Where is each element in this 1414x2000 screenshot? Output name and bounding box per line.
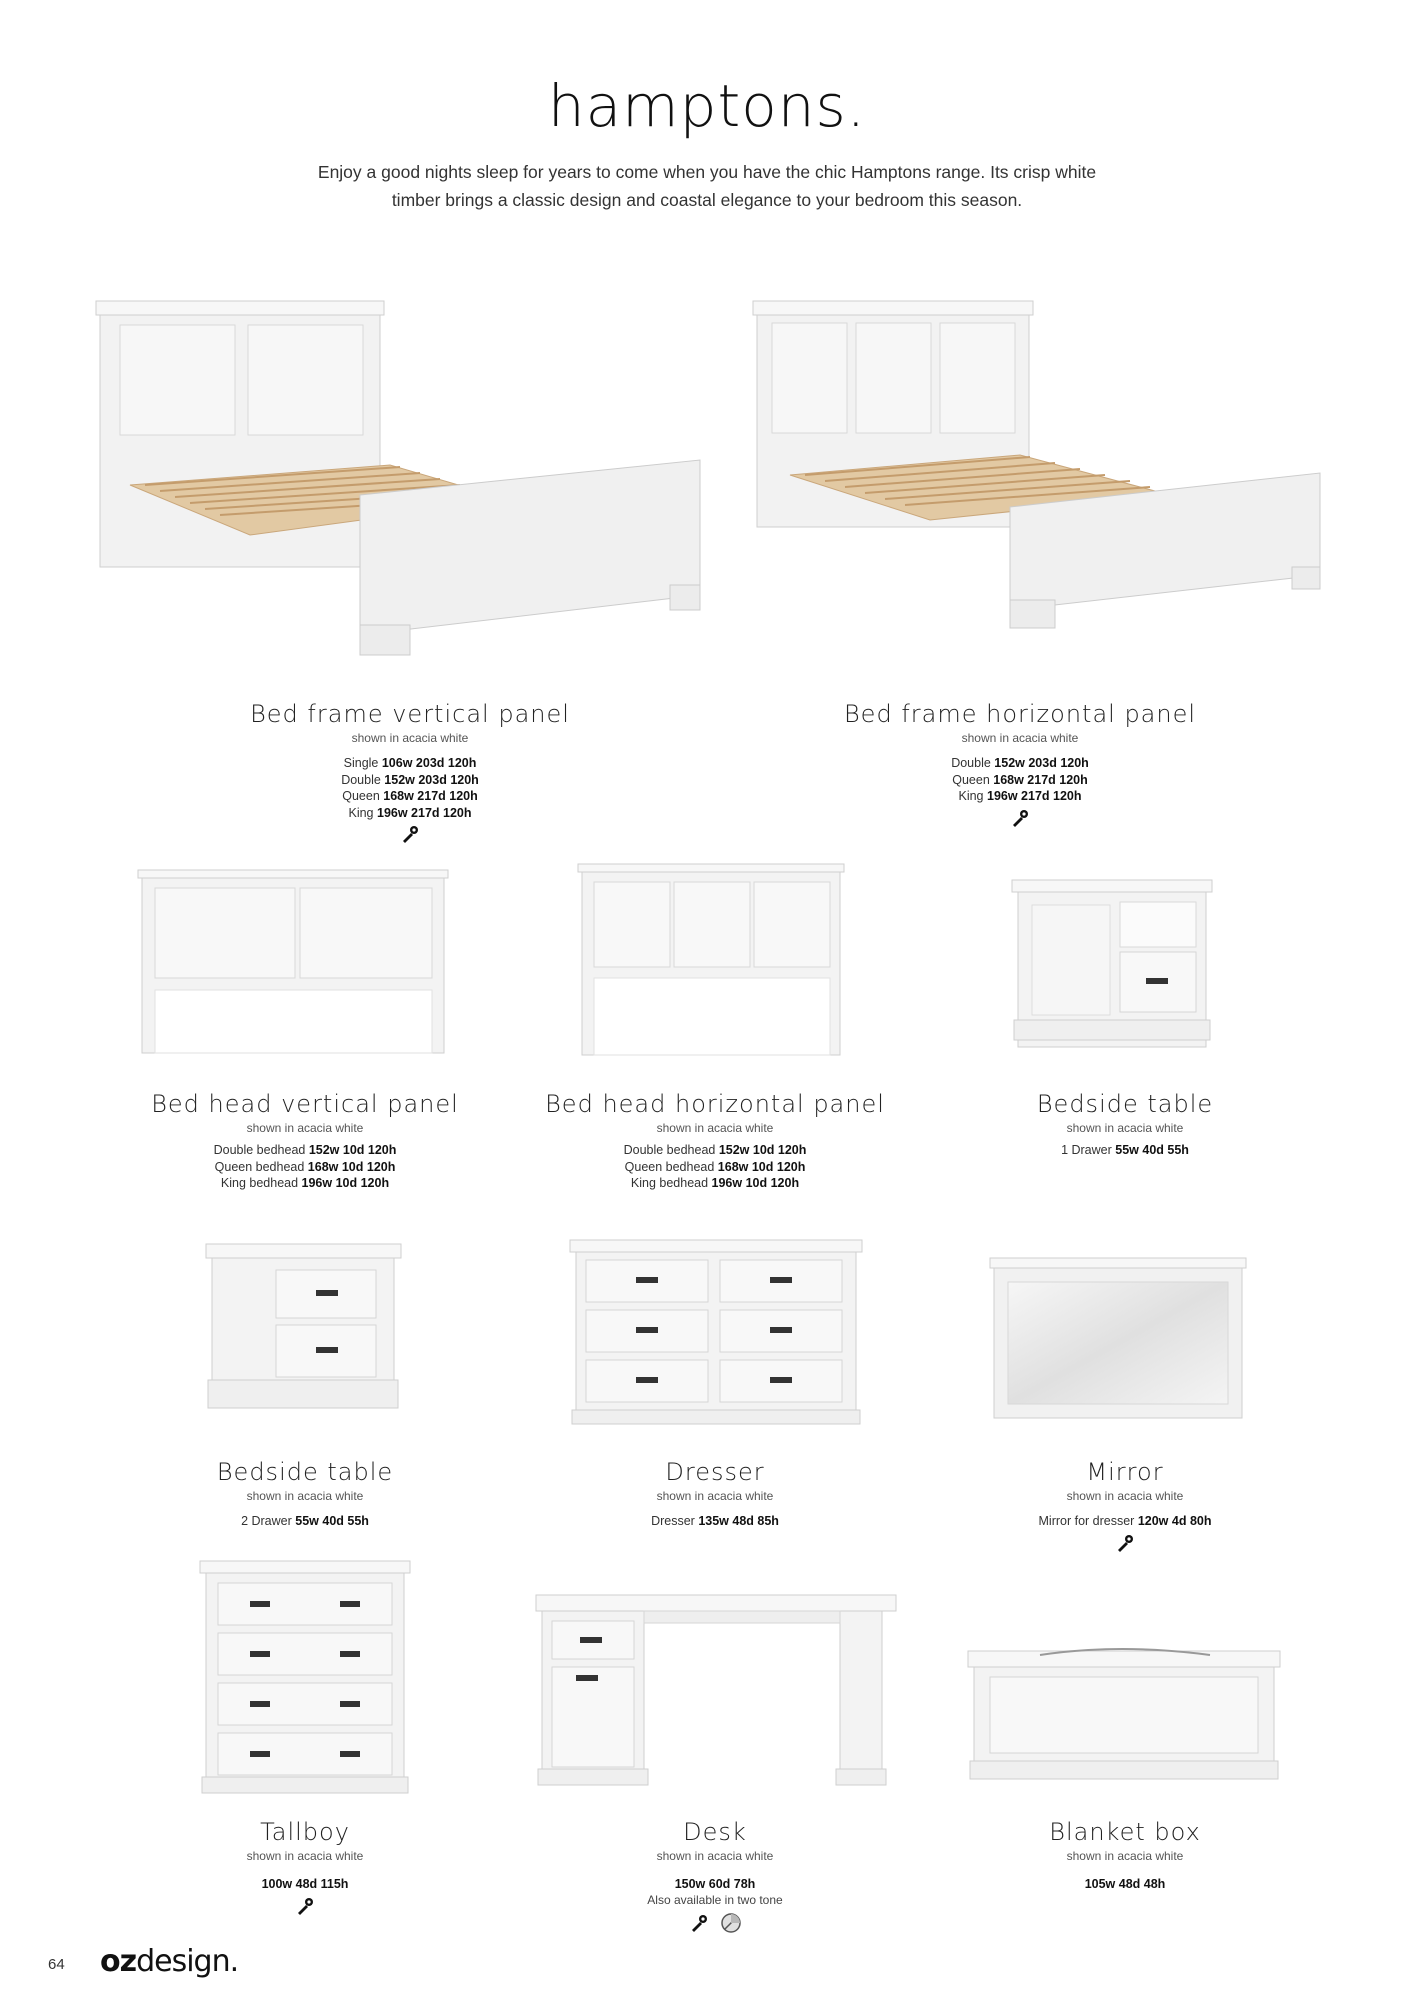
- product-finish: shown in acacia white: [1066, 1489, 1184, 1503]
- product-finish: shown in acacia white: [246, 1489, 364, 1503]
- product-bed-head-horizontal: [510, 860, 920, 1200]
- product-name: Blanket box: [1049, 1818, 1201, 1846]
- bed-frame-horizontal-image: [700, 295, 1340, 695]
- assembly-icon: [399, 823, 421, 845]
- product-finish: shown in acacia white: [961, 731, 1079, 745]
- assembly-icon: [1114, 1532, 1136, 1554]
- assembly-icon: [1009, 807, 1031, 829]
- product-bedside-table-2-drawer: [100, 1230, 510, 1530]
- brand-logo: ozdesign.: [100, 1944, 239, 1979]
- product-finish: shown in acacia white: [246, 1121, 364, 1135]
- bed-head-horizontal-image: [510, 860, 920, 1060]
- desk-image: [510, 1555, 920, 1805]
- bed-head-vertical-image: [100, 860, 510, 1060]
- assembly-icon: [688, 1912, 710, 1934]
- two-tone-icon: [720, 1912, 742, 1934]
- product-desk: [510, 1555, 920, 1945]
- product-sizes: Dresser 135w 48d 85h: [651, 1514, 779, 1528]
- dresser-image: [510, 1230, 920, 1440]
- product-sizes: Double bedhead 152w 10d 120h Queen bedhead 168w 10d 120h King bedhead 196w 10d 120h: [213, 1143, 397, 1190]
- product-sizes: 1 Drawer 55w 40d 55h: [1061, 1143, 1189, 1157]
- product-tallboy: [100, 1555, 510, 1925]
- product-finish: shown in acacia white: [246, 1849, 364, 1863]
- product-finish: shown in acacia white: [656, 1849, 774, 1863]
- product-dresser: [510, 1230, 920, 1530]
- product-sizes: 2 Drawer 55w 40d 55h: [241, 1514, 369, 1528]
- product-name: Bed frame horizontal panel: [843, 700, 1197, 728]
- product-finish: shown in acacia white: [1066, 1849, 1184, 1863]
- product-sizes: Mirror for dresser 120w 4d 80h: [1038, 1514, 1212, 1528]
- bedside-table-1-drawer-image: [920, 860, 1330, 1070]
- product-name: Mirror: [1086, 1458, 1164, 1486]
- product-sizes: 150w 60d 78h: [674, 1877, 756, 1891]
- product-name: Dresser: [665, 1458, 765, 1486]
- product-name: Bedside table: [1036, 1090, 1214, 1118]
- mirror-image: [920, 1230, 1330, 1440]
- product-finish: shown in acacia white: [351, 731, 469, 745]
- two-tone-note: Also available in two tone: [647, 1893, 783, 1907]
- page-number: 64: [48, 1956, 65, 1973]
- product-finish: shown in acacia white: [656, 1489, 774, 1503]
- product-name: Tallboy: [260, 1818, 350, 1846]
- tallboy-image: [100, 1555, 510, 1805]
- product-bed-head-vertical: [100, 860, 510, 1200]
- product-bed-frame-horizontal: [700, 295, 1340, 835]
- product-name: Desk: [683, 1818, 747, 1846]
- product-sizes: Double 152w 203d 120h Queen 168w 217d 120h King 196w 217d 120h: [951, 756, 1089, 803]
- product-finish: shown in acacia white: [1066, 1121, 1184, 1135]
- intro-text: Enjoy a good nights sleep for years to come when you have the chic Hamptons range. Its crisp white timber brings a classic design and coastal elegance to your bedroom this season.: [317, 162, 1097, 210]
- product-name: Bed frame vertical panel: [250, 700, 570, 728]
- product-bedside-table-1-drawer: [920, 860, 1330, 1160]
- product-sizes: Double bedhead 152w 10d 120h Queen bedhead 168w 10d 120h King bedhead 196w 10d 120h: [623, 1143, 807, 1190]
- page-title: hamptons.: [547, 72, 867, 140]
- product-sizes: Single 106w 203d 120h Double 152w 203d 120h Queen 168w 217d 120h King 196w 217d 120h: [341, 756, 479, 820]
- product-name: Bed head horizontal panel: [545, 1090, 885, 1118]
- product-finish: shown in acacia white: [656, 1121, 774, 1135]
- bed-frame-vertical-image: [90, 295, 730, 695]
- bedside-table-2-drawer-image: [100, 1230, 510, 1430]
- product-bed-frame-vertical: [90, 295, 730, 855]
- product-name: Bedside table: [216, 1458, 394, 1486]
- product-blanket-box: [920, 1555, 1330, 1915]
- product-mirror: [920, 1230, 1330, 1560]
- assembly-icon: [294, 1895, 316, 1917]
- product-sizes: 105w 48d 48h: [1084, 1877, 1166, 1891]
- product-name: Bed head vertical panel: [151, 1090, 459, 1118]
- product-sizes: 100w 48d 115h: [261, 1877, 349, 1891]
- blanket-box-image: [920, 1555, 1330, 1805]
